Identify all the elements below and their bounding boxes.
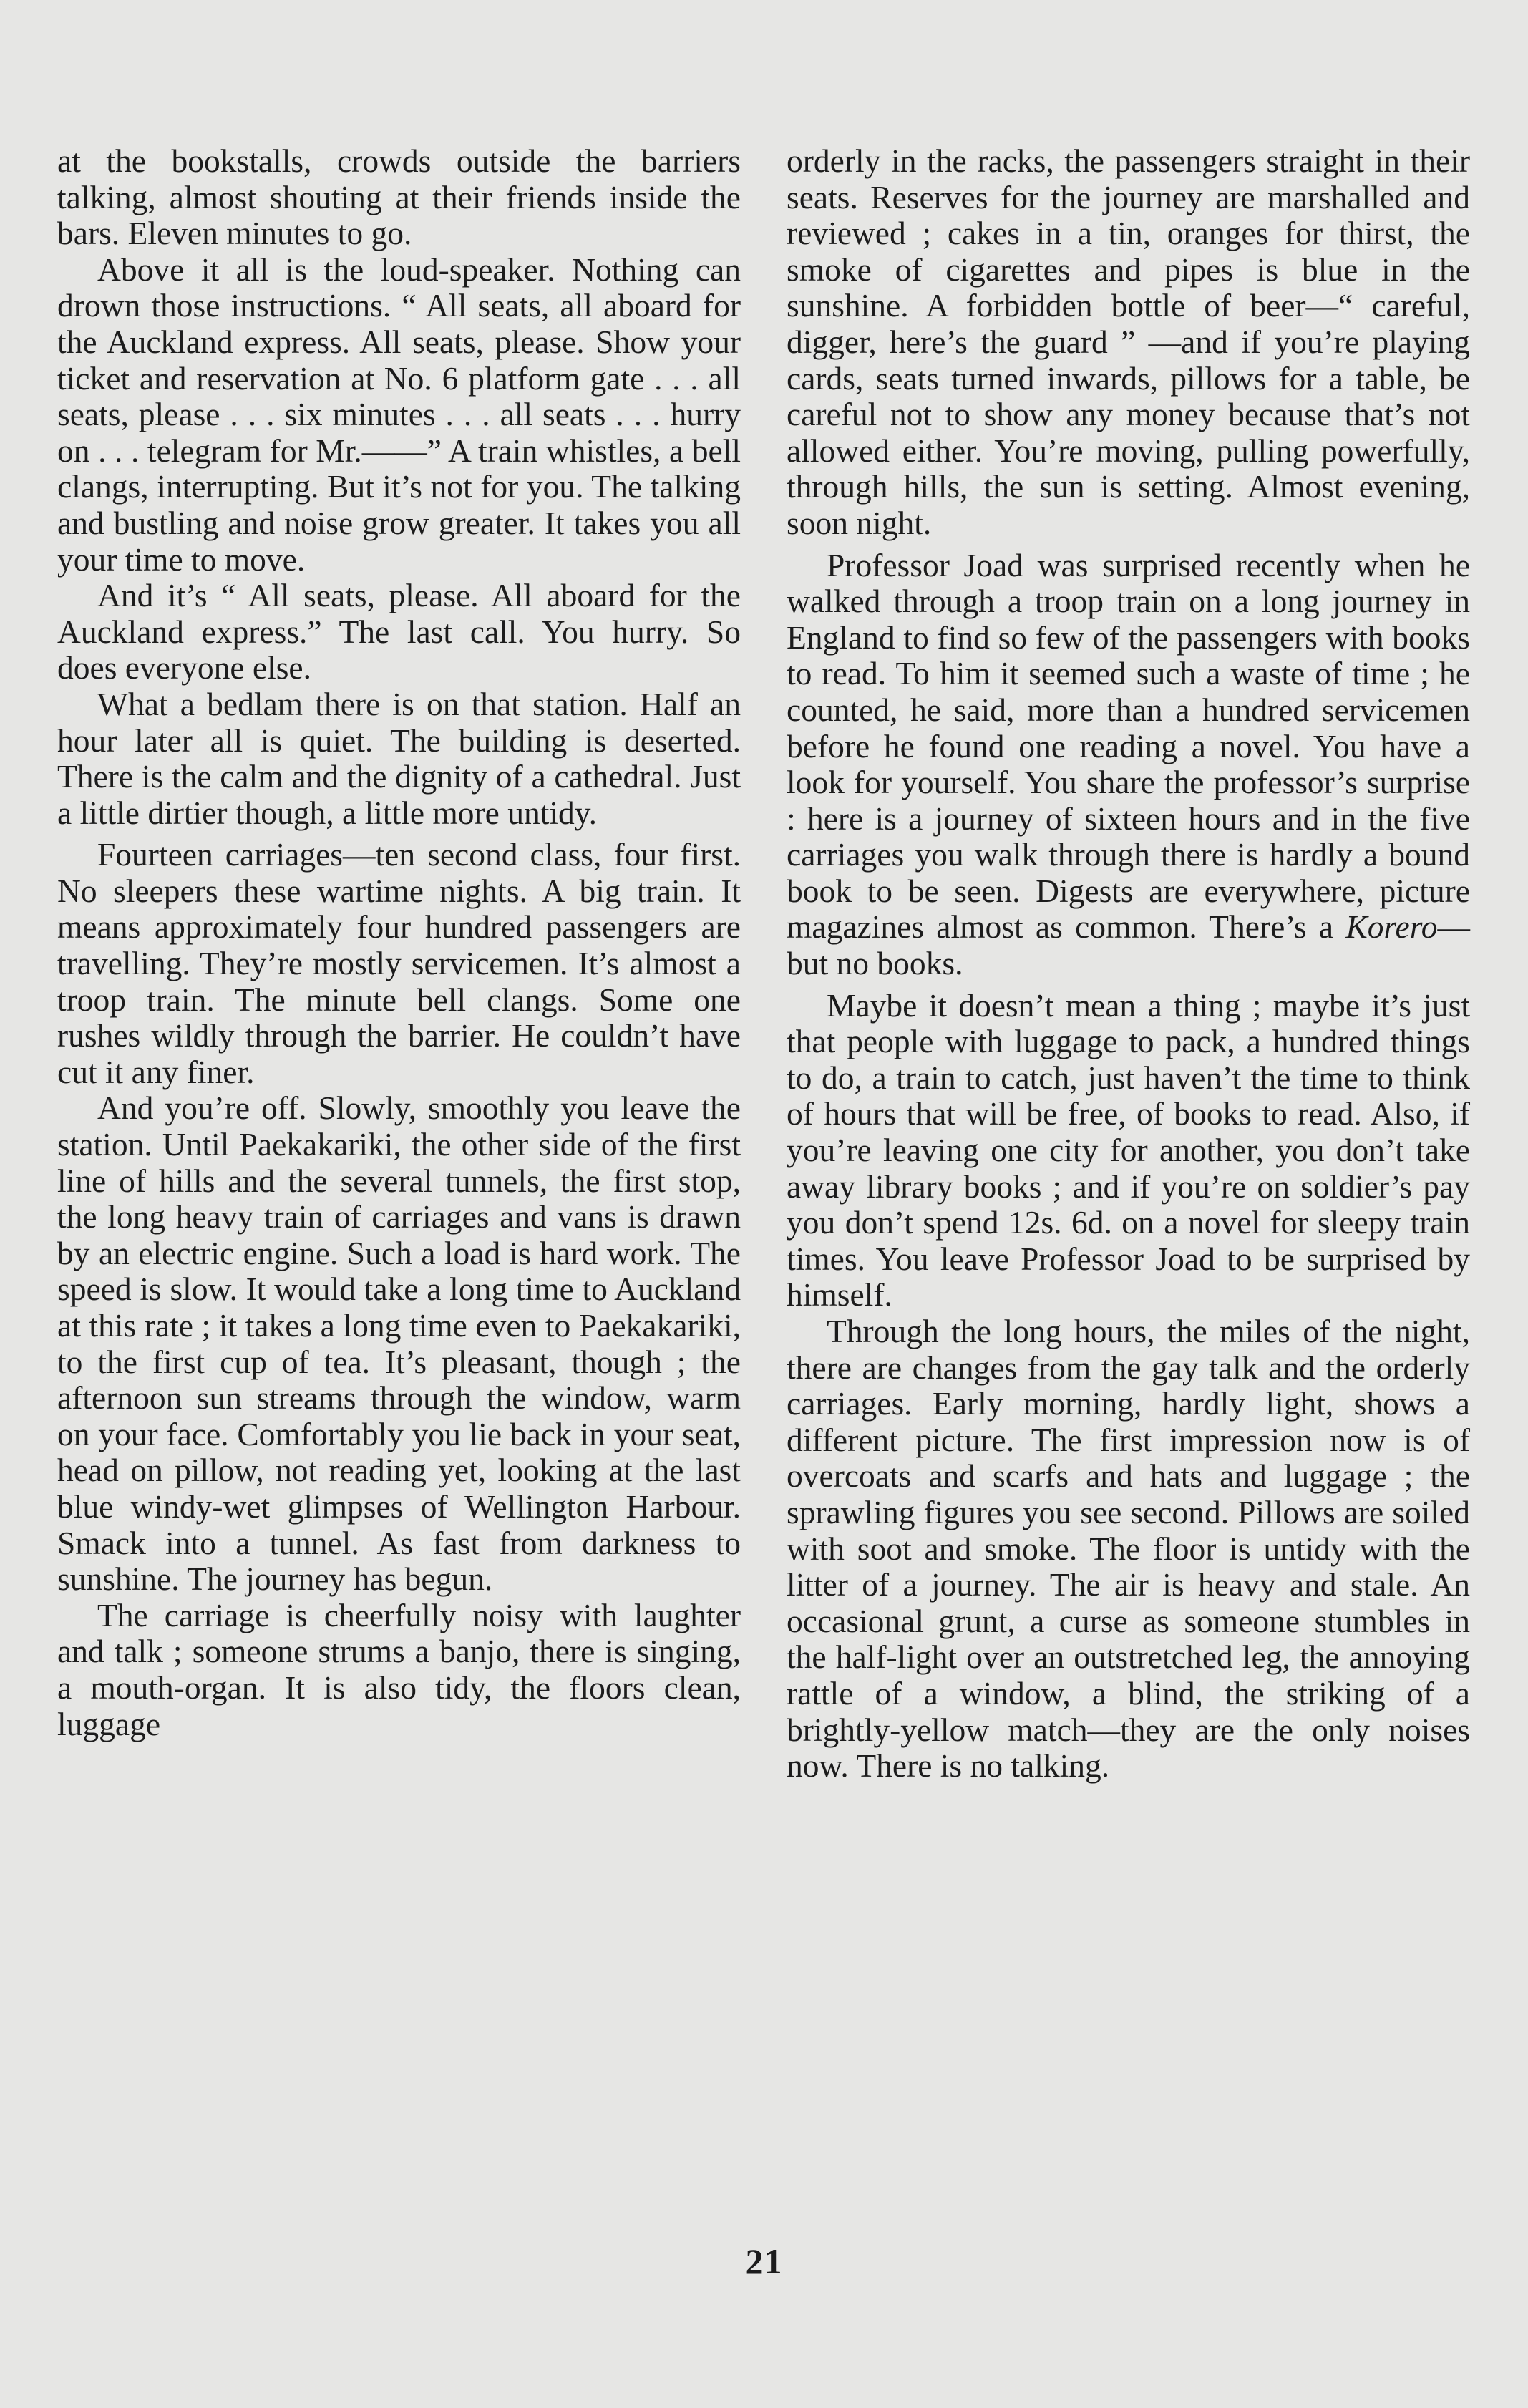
page-number: 21 (745, 2241, 783, 2281)
paragraph: And you’re off. Slowly, smoothly you leave the station. Until Paekakariki, the other side of the first line of hills and the several tunnels, the first stop, the long heavy train of carriages and vans is drawn by an electric engine. Such a load is hard work. The speed is slow. It would take a long time to Auckland at this rate ; it takes a long time even to Paekakariki, to the first cup of tea. It’s pleasant, though ; the afternoon sun streams through the window, warm on your face. Comfortably you lie back in your seat, head on pillow, not reading yet, looking at the last blue windy-wet glimpses of Wellington Harbour. Smack into a tunnel. As fast from darkness to sunshine. The journey has begun. (57, 1089, 741, 1598)
paragraph: The carriage is cheerfully noisy with laughter and talk ; someone strums a banjo, there is singing, a mouth-organ. It is also tidy, the floors clean, luggage (57, 1596, 741, 1742)
paragraph: at the bookstalls, crowds outside the barriers talking, almost shouting at their friends inside the bars. Eleven minutes to go. (57, 142, 741, 252)
korero-title: Korero (1345, 908, 1438, 946)
paragraph-text: —but no books. (787, 908, 1470, 982)
right-column (787, 143, 1470, 1785)
paragraph-text: Professor Joad was surprised recently when he walked through a troop train on a long journey in England to find so few of the passengers with books to read. To him it seemed such a waste of time ; he counted, he said, more than a hundred servicemen before he found one reading a novel. You have a look for yourself. You share the professor’s surprise : here is a journey of sixteen hours and in the five carriages you walk through there is hardly a bound book to be seen. Digests are everywhere, picture magazines almost as common. There’s a (787, 546, 1470, 946)
paragraph: Above it all is the loud-speaker. Nothing can drown those instructions. “ All seats, all aboard for the Auckland express. All seats, please. Show your ticket and reservation at No. 6 platform gate . . . all seats, please . . . six minutes . . . all seats . . . hurry on . . . telegram for Mr.——” A train whistles, a bell clangs, interrupting. But it’s not for you. The talking and bustling and noise grow greater. It takes you all your time to move. (57, 251, 741, 578)
paragraph: What a bedlam there is on that station. Half an hour later all is quiet. The building is deserted. There is the calm and the dignity of a cathedral. Just a little dirtier though, a little more untidy. (57, 685, 741, 831)
paragraph: Through the long hours, the miles of the night, there are changes from the gay talk and the orderly carriages. Early morning, hardly light, shows a different picture. The first impression now is of overcoats and scarfs and hats and luggage ; the sprawling figures you see second. Pillows are soiled with soot and smoke. The floor is untidy with the litter of a journey. The air is heavy and stale. An occasional grunt, a curse as someone stumbles in the half-light over an outstretched leg, the annoying rattle of a window, a blind, the striking of a brightly-yellow match—they are the only noises now. There is no talking. (787, 1313, 1470, 1785)
paragraph (787, 548, 1470, 982)
paragraph: Fourteen carriages—ten second class, four first. No sleepers these wartime nights. A big train. It means approximately four hundred passengers are travelling. They’re mostly servicemen. It’s almost a troop train. The minute bell clangs. Some one rushes wildly through the barrier. He couldn’t have cut it any finer. (57, 836, 741, 1090)
paragraph: And it’s “ All seats, please. All aboard for the Auckland express.” The last call. You hurry. So does everyone else. (57, 577, 741, 686)
left-column (57, 143, 741, 1742)
paragraph: orderly in the racks, the passengers straight in their seats. Reserves for the journey are marshalled and reviewed ; cakes in a tin, oranges for thirst, the smoke of cigarettes and pipes is blue in the sunshine. A forbidden bottle of beer—“ careful, digger, here’s the guard ” —and if you’re playing cards, seats turned inwards, pillows for a table, be careful not to show any money because that’s not allowed either. You’re moving, pulling powerfully, through hills, the sun is setting. Almost evening, soon night. (787, 142, 1470, 541)
paragraph: Maybe it doesn’t mean a thing ; maybe it’s just that people with luggage to pack, a hundred things to do, a train to catch, just haven’t the time to think of hours that will be free, of books to read. Also, if you’re leaving one city for another, you don’t take away library books ; and if you’re on soldier’s pay you don’t spend 12s. 6d. on a novel for sleepy train times. You leave Professor Joad to be surprised by himself. (787, 986, 1470, 1314)
